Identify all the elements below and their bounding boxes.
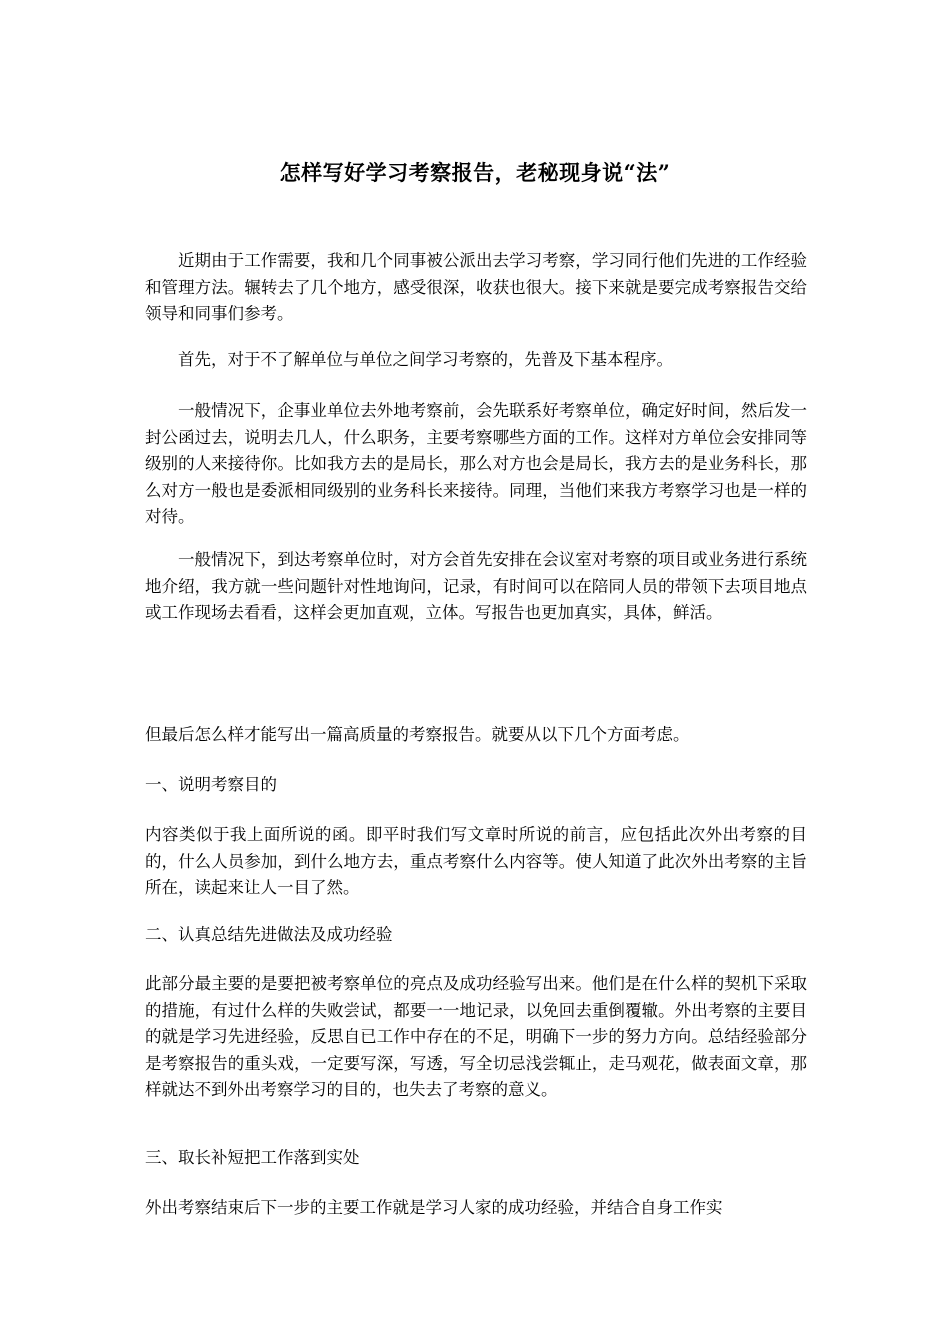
paragraph-intro: 近期由于工作需要，我和几个同事被公派出去学习考察，学习同行他们先进的工作经验和管理方法。辗转去了几个地方，感受很深，收获也很大。接下来就是要完成考察报告交给领导和同事们参考。 bbox=[145, 251, 807, 323]
paragraph-section-1: 内容类似于我上面所说的函。即平时我们写文章时所说的前言，应包括此次外出考察的目的，什么人员参加，到什么地方去，重点考察什么内容等。使人知道了此次外出考察的主旨所在，读起来让人一目了然。 bbox=[145, 825, 807, 897]
section-heading-1: 一、说明考察目的 bbox=[145, 775, 277, 794]
section-heading-3: 三、取长补短把工作落到实处 bbox=[145, 1148, 360, 1167]
paragraph-section-3: 外出考察结束后下一步的主要工作就是学习人家的成功经验，并结合自身工作实 bbox=[145, 1198, 723, 1217]
paragraph-question: 但最后怎么样才能写出一篇高质量的考察报告。就要从以下几个方面考虑。 bbox=[145, 725, 690, 744]
paragraph-procedure-intro: 首先，对于不了解单位与单位之间学习考察的，先普及下基本程序。 bbox=[178, 350, 673, 369]
document-title: 怎样写好学习考察报告，老秘现身说“法” bbox=[279, 160, 671, 185]
paragraph-procedure-arrival: 一般情况下，到达考察单位时，对方会首先安排在会议室对考察的项目或业务进行系统地介绍，我方就一些问题针对性地询问，记录，有时间可以在陪同人员的带领下去项目地点或工作现场去看看，这样会更加直观，立体。写报告也更加真实，具体，鲜活。 bbox=[145, 550, 807, 622]
section-heading-2: 二、认真总结先进做法及成功经验 bbox=[145, 925, 393, 944]
paragraph-procedure-general: 一般情况下，企事业单位去外地考察前，会先联系好考察单位，确定好时间，然后发一封公函过去，说明去几人，什么职务，主要考察哪些方面的工作。这样对方单位会安排同等级别的人来接待你。比如我方去的是局长，那么对方也会是局长，我方去的是业务科长，那么对方一般也是委派相同级别的业务科长来接待。同理，当他们来我方考察学习也是一样的对待。 bbox=[145, 401, 807, 526]
paragraph-section-2: 此部分最主要的是要把被考察单位的亮点及成功经验写出来。他们是在什么样的契机下采取的措施，有过什么样的失败尝试，都要一一地记录，以免回去重倒覆辙。外出考察的主要目的就是学习先进经验，反思自已工作中存在的不足，明确下一步的努力方向。总结经验部分是考察报告的重头戏，一定要写深，写透，写全切忌浅尝辄止，走马观花，做表面文章，那样就达不到外出考察学习的目的，也失去了考察的意义。 bbox=[145, 974, 807, 1099]
